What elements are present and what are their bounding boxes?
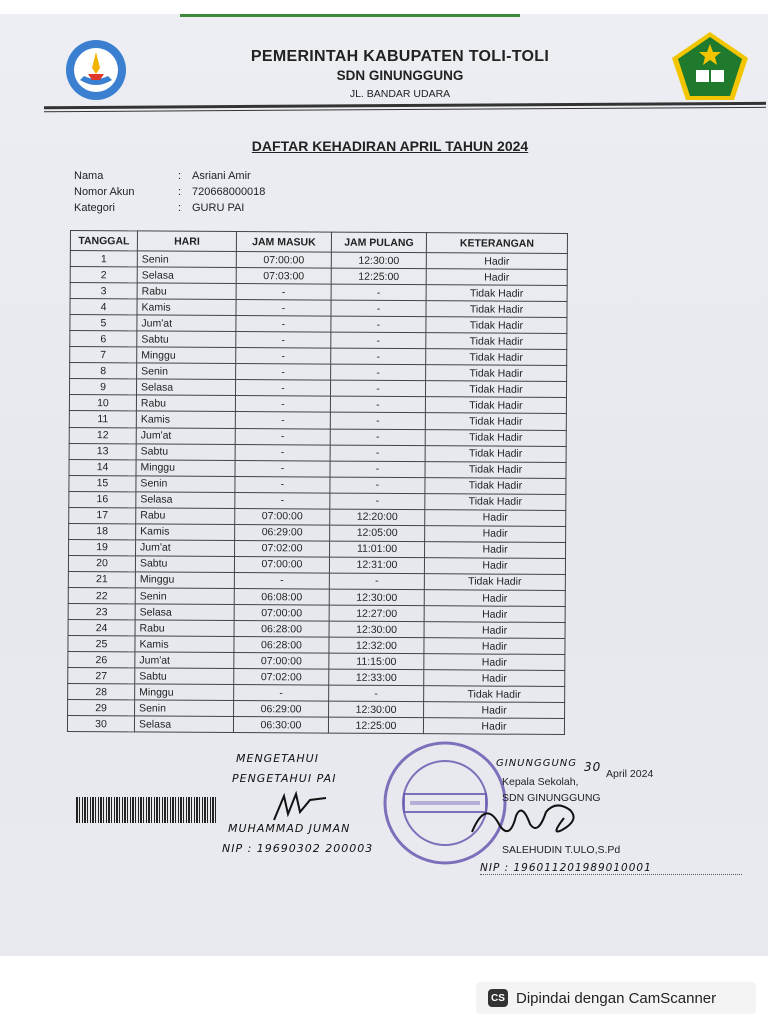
cell-jam-pulang: - (330, 461, 425, 478)
date-month-year: April 2024 (606, 768, 654, 780)
cell-hari: Sabtu (135, 668, 234, 685)
cell-jam-pulang: 12:27:00 (329, 605, 424, 622)
principal-school: SDN GINUNGGUNG (502, 792, 601, 804)
kemenag-logo (670, 30, 750, 102)
cell-jam-masuk: - (235, 396, 330, 413)
header-address: JL. BANDAR UDARA (349, 88, 451, 100)
cell-tanggal: 11 (69, 411, 136, 427)
info-label: Nomor Akun (74, 186, 135, 198)
cell-keterangan: Tidak Hadir (425, 429, 566, 446)
col-header-jam-pulang: JAM PULANG (331, 232, 426, 253)
cell-hari: Kamis (136, 411, 235, 428)
cell-jam-pulang: - (331, 300, 426, 317)
cell-hari: Senin (137, 251, 236, 268)
cell-jam-pulang: - (330, 493, 425, 510)
cell-tanggal: 16 (69, 491, 136, 507)
cell-keterangan: Tidak Hadir (425, 397, 566, 414)
handwritten-nip-right: NIP : 196011201989010001 (480, 862, 652, 874)
table-row (67, 716, 564, 735)
cell-jam-masuk: 07:00:00 (234, 605, 329, 622)
cell-hari: Senin (135, 700, 234, 717)
cell-jam-masuk: 06:29:00 (235, 524, 330, 541)
handwritten-mengetahui: MENGETAHUI (236, 752, 319, 765)
info-value: Asriani Amir (192, 170, 251, 182)
cell-hari: Jum'at (135, 652, 234, 669)
cell-tanggal: 27 (68, 668, 135, 684)
handwritten-pengetahui-pai: PENGETAHUI PAI (232, 772, 337, 785)
info-colon: : (178, 186, 182, 198)
cell-hari: Senin (135, 588, 234, 605)
cell-hari: Selasa (136, 492, 235, 509)
cell-keterangan: Tidak Hadir (426, 285, 567, 302)
cell-tanggal: 23 (68, 604, 135, 620)
cell-jam-masuk: 07:00:00 (235, 508, 330, 525)
cell-tanggal: 19 (69, 539, 136, 555)
cell-tanggal: 12 (69, 427, 136, 443)
cell-tanggal: 5 (70, 315, 137, 331)
cell-jam-pulang: - (331, 284, 426, 301)
cell-keterangan: Tidak Hadir (426, 365, 567, 382)
cell-jam-pulang: - (331, 332, 426, 349)
cell-jam-pulang: 12:32:00 (329, 637, 424, 654)
cell-jam-masuk: 07:00:00 (236, 252, 331, 269)
cell-jam-pulang: 12:30:00 (331, 252, 426, 269)
cell-jam-pulang: 11:01:00 (330, 541, 425, 558)
cell-hari: Selasa (137, 267, 236, 284)
cell-tanggal: 30 (67, 716, 134, 732)
cell-hari: Rabu (135, 620, 234, 637)
col-header-jam-masuk: JAM MASUK (236, 232, 331, 253)
cell-keterangan: Tidak Hadir (426, 317, 567, 334)
cell-hari: Rabu (136, 508, 235, 525)
cell-jam-masuk: - (235, 428, 330, 445)
cell-jam-pulang: - (329, 685, 424, 702)
cell-tanggal: 3 (70, 283, 137, 299)
principal-role: Kepala Sekolah, (502, 776, 579, 788)
col-header-hari: HARI (137, 231, 236, 252)
cell-hari: Jum'at (137, 315, 236, 332)
cell-tanggal: 22 (68, 587, 135, 603)
cell-keterangan: Hadir (424, 622, 565, 639)
cell-hari: Selasa (135, 604, 234, 621)
cell-tanggal: 8 (70, 363, 137, 379)
cell-jam-masuk: - (235, 444, 330, 461)
cell-keterangan: Hadir (426, 269, 567, 286)
cell-hari: Senin (136, 476, 235, 493)
cell-tanggal: 17 (69, 507, 136, 523)
right-signature-scribble (466, 796, 586, 842)
handwritten-name-left: MUHAMMAD JUMAN (228, 822, 351, 835)
cell-tanggal: 10 (69, 395, 136, 411)
cell-hari: Kamis (137, 299, 236, 316)
cell-tanggal: 15 (69, 475, 136, 491)
cell-keterangan: Tidak Hadir (426, 333, 567, 350)
header-school: SDN GINUNGGUNG (336, 68, 464, 83)
cell-tanggal: 25 (68, 636, 135, 652)
cell-jam-masuk: - (236, 284, 331, 301)
info-colon: : (178, 202, 182, 214)
cell-hari: Minggu (137, 347, 236, 364)
cell-keterangan: Hadir (424, 590, 565, 607)
principal-name: SALEHUDIN T.ULO,S.Pd (502, 844, 621, 856)
cell-jam-masuk: - (236, 300, 331, 317)
cell-keterangan: Tidak Hadir (425, 445, 566, 462)
document-title: DAFTAR KEHADIRAN APRIL TAHUN 2024 (251, 138, 529, 154)
cell-hari: Kamis (135, 636, 234, 653)
cell-jam-masuk: 07:03:00 (236, 268, 331, 285)
attendance-table (67, 230, 568, 735)
cell-jam-pulang: 12:31:00 (329, 557, 424, 574)
cell-hari: Senin (137, 363, 236, 380)
cell-tanggal: 29 (68, 700, 135, 716)
cell-hari: Sabtu (136, 443, 235, 460)
cell-jam-masuk: - (235, 492, 330, 509)
cell-jam-masuk: 07:02:00 (235, 540, 330, 557)
cell-keterangan: Tidak Hadir (424, 686, 565, 703)
cell-hari: Selasa (136, 379, 235, 396)
cell-jam-masuk: - (235, 380, 330, 397)
cell-jam-masuk: - (234, 685, 329, 702)
cell-jam-masuk: 06:28:00 (234, 637, 329, 654)
cell-keterangan: Hadir (424, 558, 565, 575)
cell-tanggal: 6 (70, 331, 137, 347)
info-label: Nama (74, 170, 104, 182)
camscanner-text: Dipindai dengan CamScanner (516, 989, 717, 1007)
cell-jam-masuk: - (236, 348, 331, 365)
cell-jam-masuk: 06:30:00 (233, 717, 328, 734)
cell-hari: Jum'at (136, 427, 235, 444)
camscanner-logo-icon: CS (488, 989, 508, 1007)
cell-keterangan: Hadir (425, 542, 566, 559)
cell-jam-pulang: - (330, 397, 425, 414)
cell-keterangan: Tidak Hadir (425, 493, 566, 510)
cell-tanggal: 14 (69, 459, 136, 475)
cell-keterangan: Hadir (424, 638, 565, 655)
cell-jam-masuk: - (235, 460, 330, 477)
tut-wuri-handayani-logo (60, 38, 132, 102)
cell-jam-pulang: 12:25:00 (328, 717, 423, 734)
cell-hari: Minggu (135, 684, 234, 701)
col-header-tanggal: TANGGAL (70, 231, 137, 251)
cell-jam-masuk: 07:00:00 (234, 556, 329, 573)
cell-jam-pulang: 12:25:00 (331, 268, 426, 285)
cell-jam-pulang: - (329, 573, 424, 590)
table-body (67, 251, 567, 735)
cell-jam-masuk: - (236, 364, 331, 381)
info-label: Kategori (74, 202, 115, 214)
cell-hari: Selasa (134, 716, 233, 733)
cell-tanggal: 1 (70, 251, 137, 267)
cell-jam-pulang: - (331, 348, 426, 365)
cell-jam-pulang: - (330, 445, 425, 462)
cell-jam-masuk: 06:29:00 (234, 701, 329, 718)
cell-jam-masuk: - (234, 572, 329, 589)
cell-hari: Minggu (136, 460, 235, 477)
cell-jam-pulang: - (331, 316, 426, 333)
cell-jam-pulang: - (330, 413, 425, 430)
cell-jam-masuk: 07:02:00 (234, 669, 329, 686)
info-colon: : (178, 170, 182, 182)
cell-jam-pulang: 11:15:00 (329, 653, 424, 670)
cell-jam-pulang: 12:30:00 (329, 701, 424, 718)
cell-jam-masuk: - (235, 412, 330, 429)
cell-jam-pulang: - (330, 380, 425, 397)
cell-tanggal: 4 (70, 299, 137, 315)
cell-hari: Sabtu (137, 331, 236, 348)
cell-jam-masuk: 06:28:00 (234, 621, 329, 638)
cell-hari: Jum'at (136, 540, 235, 557)
signature-dotted-line (480, 874, 742, 875)
cell-jam-pulang: - (330, 429, 425, 446)
cell-jam-masuk: - (236, 332, 331, 349)
cell-hari: Sabtu (135, 556, 234, 573)
handwritten-nip-left: NIP : 19690302 200003 (222, 842, 374, 855)
cell-hari: Minggu (135, 572, 234, 589)
cell-jam-pulang: - (331, 364, 426, 381)
cell-jam-pulang: 12:05:00 (330, 525, 425, 542)
cell-keterangan: Hadir (425, 509, 566, 526)
col-header-keterangan: KETERANGAN (426, 233, 567, 254)
barcode (76, 797, 216, 823)
cell-keterangan: Hadir (424, 606, 565, 623)
handwritten-place: GINUNGGUNG (496, 758, 578, 769)
cell-tanggal: 21 (68, 571, 135, 587)
cell-tanggal: 13 (69, 443, 136, 459)
folder-edge (180, 14, 520, 17)
cell-jam-pulang: 12:30:00 (329, 589, 424, 606)
cell-jam-pulang: 12:20:00 (330, 509, 425, 526)
cell-hari: Kamis (136, 524, 235, 541)
cell-keterangan: Hadir (424, 702, 565, 719)
cell-jam-pulang: - (330, 477, 425, 494)
handwritten-day: 30 (584, 760, 602, 774)
cell-keterangan: Hadir (424, 654, 565, 671)
cell-tanggal: 28 (68, 684, 135, 700)
cell-jam-masuk: - (235, 476, 330, 493)
header-government: PEMERINTAH KABUPATEN TOLI-TOLI (250, 48, 550, 65)
cell-tanggal: 24 (68, 620, 135, 636)
cell-keterangan: Tidak Hadir (425, 413, 566, 430)
left-signature-scribble (270, 790, 330, 824)
camscanner-watermark (476, 982, 756, 1014)
cell-jam-pulang: 12:33:00 (329, 669, 424, 686)
cell-tanggal: 7 (70, 347, 137, 363)
cell-jam-masuk: 06:08:00 (234, 588, 329, 605)
cell-keterangan: Hadir (423, 718, 564, 735)
cell-tanggal: 2 (70, 267, 137, 283)
cell-tanggal: 20 (68, 555, 135, 571)
cell-keterangan: Tidak Hadir (425, 477, 566, 494)
cell-keterangan: Tidak Hadir (425, 381, 566, 398)
cell-jam-pulang: 12:30:00 (329, 621, 424, 638)
cell-keterangan: Hadir (426, 253, 567, 270)
cell-hari: Rabu (136, 395, 235, 412)
cell-tanggal: 26 (68, 652, 135, 668)
cell-keterangan: Hadir (424, 670, 565, 687)
cell-jam-masuk: - (236, 316, 331, 333)
info-value: 720668000018 (192, 186, 266, 198)
cell-keterangan: Tidak Hadir (426, 301, 567, 318)
cell-keterangan: Hadir (425, 525, 566, 542)
info-value: GURU PAI (192, 202, 245, 214)
cell-keterangan: Tidak Hadir (425, 461, 566, 478)
cell-tanggal: 9 (69, 379, 136, 395)
cell-keterangan: Tidak Hadir (426, 349, 567, 366)
cell-jam-masuk: 07:00:00 (234, 653, 329, 670)
cell-hari: Rabu (137, 283, 236, 300)
cell-tanggal: 18 (69, 523, 136, 539)
cell-keterangan: Tidak Hadir (424, 574, 565, 591)
